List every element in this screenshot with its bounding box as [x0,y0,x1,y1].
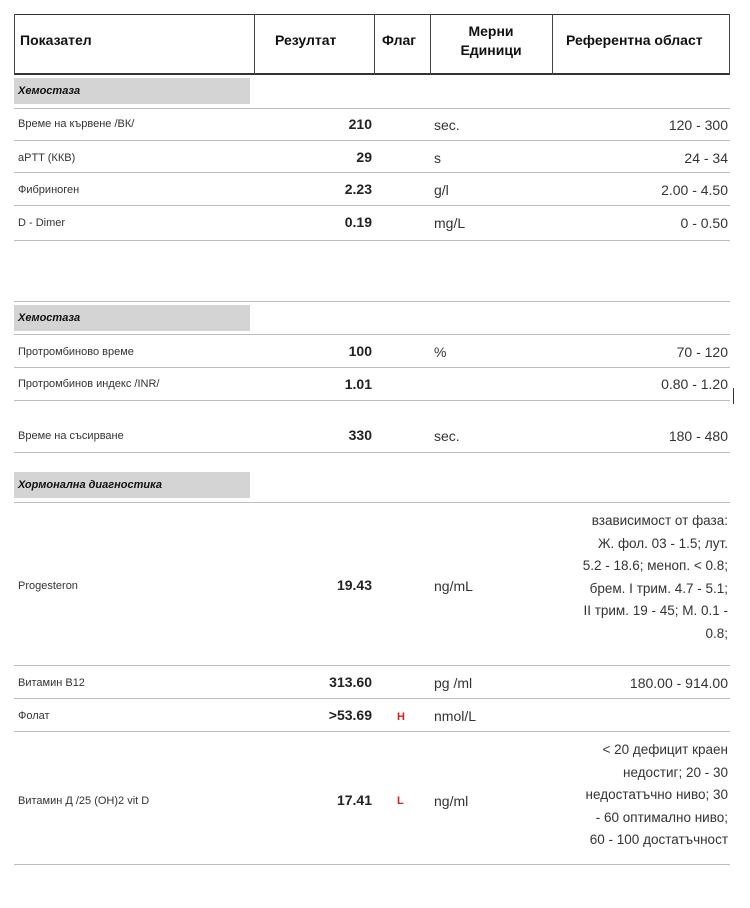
header-divider [430,14,431,75]
row-divider [14,367,730,368]
row-unit: ng/mL [434,578,473,594]
row-divider [14,452,730,453]
row-result: 19.43 [336,577,372,593]
row-result: >53.69 [328,707,372,723]
row-unit: g/l [434,182,449,198]
row-ref [548,510,728,645]
row-result: 17.41 [336,792,372,808]
section-title: Хормонална диагностика [14,472,250,498]
section-title: Хемостаза [14,78,250,104]
row-result: 210 [348,116,372,132]
ref-line: 60 - 100 достатъчност [589,832,728,847]
row-name: Витамин В12 [18,677,85,689]
header-divider [552,14,553,75]
row-divider [14,334,730,335]
ref-line: недостиг; 20 - 30 [623,764,728,780]
row-divider [14,698,730,699]
row-ref: 180 - 480 [668,428,728,444]
row-result: 2.23 [344,181,372,197]
table-header [0,0,750,78]
header-top-border [14,14,730,15]
header-divider [374,14,375,75]
col-header-result: Резултат [275,32,337,48]
row-divider [14,665,730,666]
ref-line: взависимост от фаза: [591,513,728,528]
row-name: D - Dimer [18,217,66,229]
row-result: 1.01 [344,376,372,392]
row-name: Progesteron [18,580,78,592]
row-name: Време на кървене /ВК/ [18,118,135,130]
row-divider [14,731,730,732]
row-result: 100 [348,343,372,359]
row-name: Протромбинов индекс /INR/ [18,378,160,390]
header-bottom-border [14,73,730,75]
row-unit: ng/ml [434,793,469,809]
row-divider [14,400,730,401]
row-divider [14,108,730,109]
col-header-name: Показател [20,32,92,48]
row-unit: sec. [434,117,460,133]
text-cursor-mark [733,388,734,404]
row-ref: 0.80 - 1.20 [661,376,728,392]
row-divider [14,140,730,141]
row-divider [14,172,730,173]
ref-line: недостатъчно ниво; 30 [585,787,728,802]
header-divider [729,14,730,75]
ref-line: Ж. фол. 03 - 1.5; лут. [597,535,728,551]
row-divider [14,240,730,241]
ref-line: II трим. 19 - 45; М. 0.1 - [583,603,728,618]
ref-line: - 60 оптимално ниво; [595,809,728,825]
col-header-units [432,22,550,60]
row-unit: mg/L [434,215,466,231]
col-header-units-line1: Мерни [468,23,514,39]
row-ref: 2.00 - 4.50 [661,182,728,198]
row-ref: 180.00 - 914.00 [629,675,728,691]
section-title: Хемостаза [14,305,250,331]
row-unit: pg /ml [434,675,473,691]
row-name: Витамин Д /25 (OH)2 vit D [18,795,150,807]
ref-line: 5.2 - 18.6; меноп. < 0.8; [582,558,728,573]
row-name: Фолат [18,710,50,722]
row-name: Протромбиново време [18,346,134,358]
ref-line: 0.8; [705,625,728,641]
row-unit: % [434,344,447,360]
row-divider [14,864,730,865]
row-result: 313.60 [329,674,372,690]
row-divider [14,301,730,302]
row-result: 0.19 [344,214,372,230]
row-divider [14,205,730,206]
row-flag-low: L [397,795,404,807]
row-ref: 70 - 120 [676,344,728,360]
ref-line: < 20 дефицит краен [602,742,728,757]
row-flag-high: H [397,711,405,723]
row-unit: sec. [434,428,460,444]
row-ref: 24 - 34 [684,150,728,166]
col-header-flag: Флаг [382,32,417,48]
col-header-units-line2: Единици [460,42,522,58]
row-ref: 120 - 300 [668,117,728,133]
row-divider [14,502,730,503]
row-unit: s [434,150,441,166]
row-ref [548,739,728,852]
row-unit: nmol/L [434,708,477,724]
col-header-ref: Референтна област [566,32,703,48]
header-divider [14,14,15,75]
header-divider [254,14,255,75]
row-name: aPTT (ККВ) [18,152,76,164]
row-name: Време на съсирване [18,430,124,442]
ref-line: брем. I трим. 4.7 - 5.1; [589,580,728,596]
row-result: 29 [356,149,372,165]
row-result: 330 [348,427,372,443]
row-name: Фибриноген [18,184,80,196]
row-ref: 0 - 0.50 [680,215,728,231]
